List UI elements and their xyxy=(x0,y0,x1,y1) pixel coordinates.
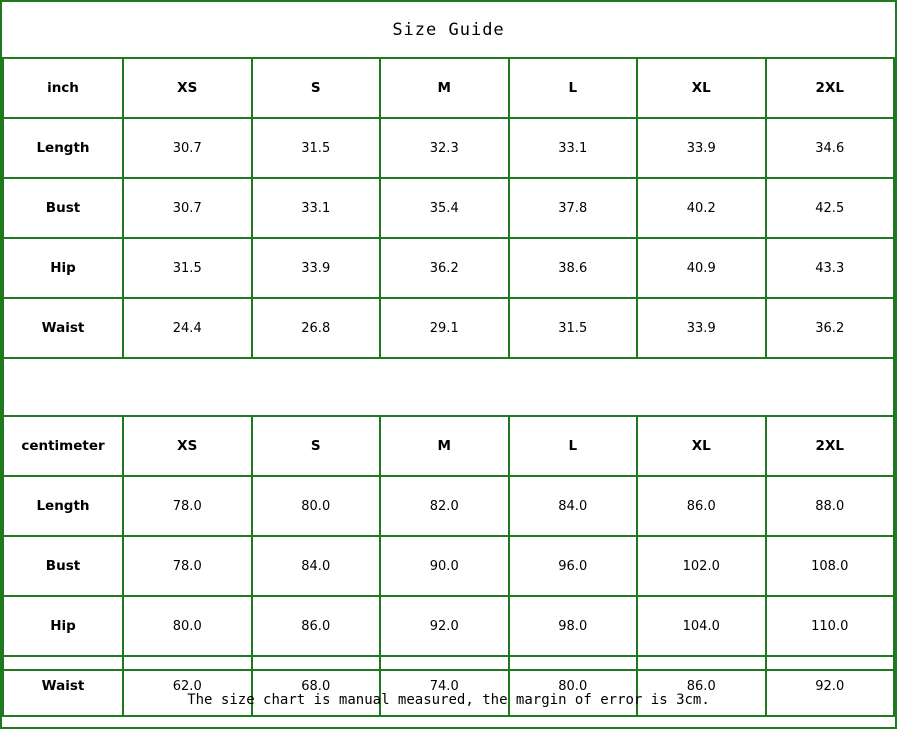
table-row xyxy=(3,476,894,536)
cell-length-m: 32.3 xyxy=(380,118,509,178)
cell-length-xl: 33.9 xyxy=(637,118,766,178)
cell-bust-l: 37.8 xyxy=(509,178,638,238)
cell-hip-l: 98.0 xyxy=(509,596,638,656)
col-head-2xl: 2XL xyxy=(766,58,895,118)
cell-waist-xl: 86.0 xyxy=(637,656,766,716)
cell-length-s: 80.0 xyxy=(252,476,381,536)
size-tables-container xyxy=(2,57,895,717)
cell-length-l: 84.0 xyxy=(509,476,638,536)
cell-hip-2xl: 110.0 xyxy=(766,596,895,656)
cell-hip-s: 33.9 xyxy=(252,238,381,298)
table-header-row xyxy=(3,416,894,476)
cell-waist-m: 74.0 xyxy=(380,656,509,716)
cell-hip-xs: 31.5 xyxy=(123,238,252,298)
row-head-hip: Hip xyxy=(3,596,123,656)
size-table-inch xyxy=(2,57,895,359)
col-head-m: M xyxy=(380,416,509,476)
unit-label-inch: inch xyxy=(3,58,123,118)
cell-waist-xs: 24.4 xyxy=(123,298,252,358)
cell-bust-s: 33.1 xyxy=(252,178,381,238)
cell-waist-m: 29.1 xyxy=(380,298,509,358)
row-head-hip: Hip xyxy=(3,238,123,298)
cell-hip-xs: 80.0 xyxy=(123,596,252,656)
cell-bust-s: 84.0 xyxy=(252,536,381,596)
cell-bust-xs: 78.0 xyxy=(123,536,252,596)
table-row xyxy=(3,596,894,656)
cell-waist-s: 26.8 xyxy=(252,298,381,358)
cell-bust-xl: 102.0 xyxy=(637,536,766,596)
cell-length-2xl: 34.6 xyxy=(766,118,895,178)
col-head-xl: XL xyxy=(637,416,766,476)
row-head-length: Length xyxy=(3,118,123,178)
col-head-xl: XL xyxy=(637,58,766,118)
cell-bust-xl: 40.2 xyxy=(637,178,766,238)
cell-waist-2xl: 36.2 xyxy=(766,298,895,358)
cell-length-2xl: 88.0 xyxy=(766,476,895,536)
cell-length-xs: 30.7 xyxy=(123,118,252,178)
table-row xyxy=(3,238,894,298)
cell-hip-s: 86.0 xyxy=(252,596,381,656)
cell-waist-s: 68.0 xyxy=(252,656,381,716)
table-row xyxy=(3,298,894,358)
cell-hip-l: 38.6 xyxy=(509,238,638,298)
cell-waist-xl: 33.9 xyxy=(637,298,766,358)
cell-bust-l: 96.0 xyxy=(509,536,638,596)
unit-label-centimeter: centimeter xyxy=(3,416,123,476)
cell-waist-l: 80.0 xyxy=(509,656,638,716)
cell-bust-2xl: 108.0 xyxy=(766,536,895,596)
row-head-waist: Waist xyxy=(3,298,123,358)
col-head-l: L xyxy=(509,58,638,118)
measurement-disclaimer: The size chart is manual measured, the margin of error is 3cm. xyxy=(2,669,895,727)
cell-hip-2xl: 43.3 xyxy=(766,238,895,298)
cell-bust-m: 90.0 xyxy=(380,536,509,596)
table-separator xyxy=(2,359,895,415)
cell-hip-xl: 104.0 xyxy=(637,596,766,656)
col-head-l: L xyxy=(509,416,638,476)
row-head-bust: Bust xyxy=(3,178,123,238)
cell-hip-xl: 40.9 xyxy=(637,238,766,298)
col-head-s: S xyxy=(252,58,381,118)
cell-length-xs: 78.0 xyxy=(123,476,252,536)
cell-length-xl: 86.0 xyxy=(637,476,766,536)
table-row xyxy=(3,178,894,238)
cell-length-s: 31.5 xyxy=(252,118,381,178)
col-head-xs: XS xyxy=(123,416,252,476)
cell-waist-xs: 62.0 xyxy=(123,656,252,716)
table-row xyxy=(3,536,894,596)
cell-bust-xs: 30.7 xyxy=(123,178,252,238)
cell-length-l: 33.1 xyxy=(509,118,638,178)
col-head-2xl: 2XL xyxy=(766,416,895,476)
page-title: Size Guide xyxy=(392,20,505,40)
cell-bust-2xl: 42.5 xyxy=(766,178,895,238)
cell-length-m: 82.0 xyxy=(380,476,509,536)
row-head-length: Length xyxy=(3,476,123,536)
col-head-m: M xyxy=(380,58,509,118)
cell-hip-m: 92.0 xyxy=(380,596,509,656)
table-row xyxy=(3,118,894,178)
cell-waist-2xl: 92.0 xyxy=(766,656,895,716)
row-head-waist: Waist xyxy=(3,656,123,716)
row-head-bust: Bust xyxy=(3,536,123,596)
table-header-row xyxy=(3,58,894,118)
cell-bust-m: 35.4 xyxy=(380,178,509,238)
cell-hip-m: 36.2 xyxy=(380,238,509,298)
col-head-s: S xyxy=(252,416,381,476)
col-head-xs: XS xyxy=(123,58,252,118)
cell-waist-l: 31.5 xyxy=(509,298,638,358)
